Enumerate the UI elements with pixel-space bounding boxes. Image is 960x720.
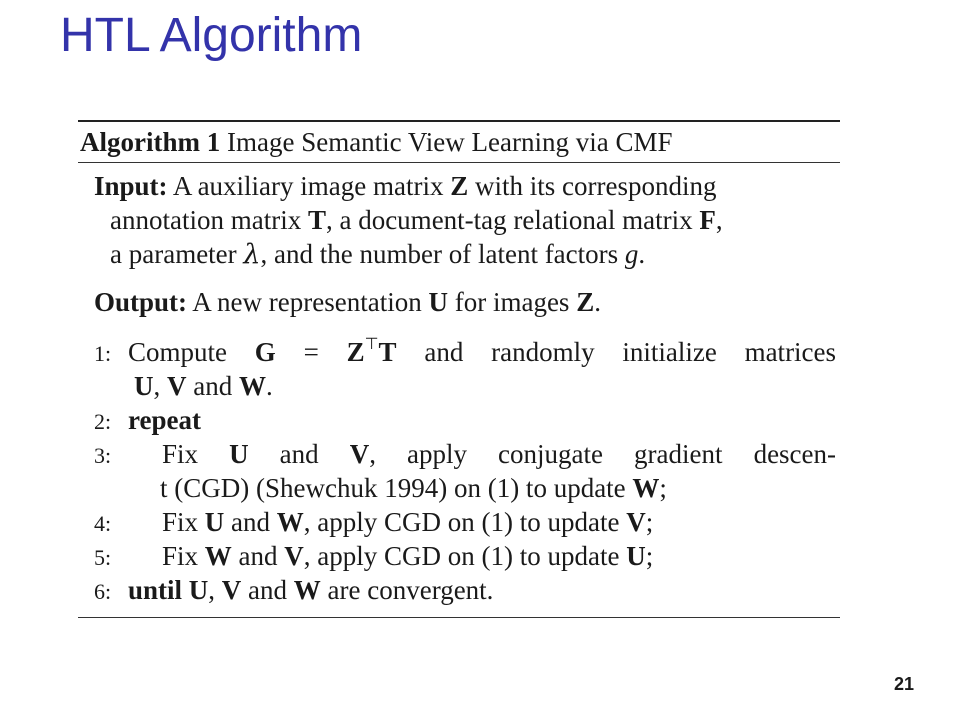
- output-line: [94, 285, 601, 319]
- input-text: , a document-tag relational matrix: [325, 205, 693, 235]
- step-3-continuation: [160, 471, 667, 505]
- math-symbol: U: [188, 575, 209, 605]
- math-symbol: V: [284, 541, 304, 571]
- math-symbol: U: [428, 287, 448, 317]
- algorithm-bottom-rule: [78, 617, 840, 618]
- step-text: and: [238, 541, 278, 571]
- step-number: 3:: [94, 443, 112, 468]
- math-symbol: G: [254, 337, 276, 367]
- page-number: 21: [893, 674, 914, 694]
- input-line-2: [110, 203, 723, 237]
- math-symbol: Z: [576, 287, 595, 317]
- step-number: 1:: [94, 341, 112, 366]
- math-symbol: V: [221, 575, 242, 605]
- output-text: .: [594, 287, 601, 317]
- math-symbol: T: [307, 205, 326, 235]
- step-6: [94, 573, 493, 607]
- math-symbol: U: [626, 541, 646, 571]
- math-symbol: W: [276, 507, 304, 537]
- math-superscript: ⊤: [364, 336, 379, 353]
- step-text: , apply CGD on (1) to update: [303, 507, 620, 537]
- input-line-1: [94, 169, 717, 203]
- input-label: Input:: [94, 171, 168, 201]
- step-text: ,: [153, 371, 161, 401]
- output-text: for images: [454, 287, 570, 317]
- step-text: ;: [659, 473, 667, 503]
- step-text: and randomly initialize matrices: [424, 337, 837, 367]
- step-text: and: [279, 439, 319, 469]
- step-text: ,: [208, 575, 216, 605]
- step-text: .: [265, 371, 273, 401]
- algorithm-caption-text: Image Semantic View Learning via CMF: [226, 127, 673, 157]
- math-symbol: T: [378, 337, 397, 367]
- input-line-3: [110, 237, 645, 271]
- algorithm-box: [78, 120, 840, 618]
- step-text: Fix: [162, 541, 199, 571]
- step-text: , apply conjugate gradient descen-: [369, 439, 837, 469]
- algorithm-body: [78, 163, 840, 617]
- math-symbol: W: [293, 575, 321, 605]
- input-text: with its corresponding: [475, 171, 717, 201]
- step-2: [94, 403, 201, 437]
- step-text: Fix: [162, 439, 199, 469]
- math-symbol: g: [624, 239, 639, 269]
- math-symbol: λ: [243, 239, 261, 270]
- step-text: , apply CGD on (1) to update: [303, 541, 620, 571]
- math-symbol: W: [204, 541, 232, 571]
- step-1: [94, 335, 836, 369]
- step-number: 5:: [94, 545, 112, 570]
- step-text: and: [193, 371, 233, 401]
- math-symbol: V: [626, 507, 646, 537]
- step-text: ;: [645, 541, 654, 571]
- step-text: t (CGD) (Shewchuk 1994) on (1) to update: [160, 473, 626, 503]
- math-symbol: =: [303, 337, 319, 367]
- input-text: .: [638, 239, 646, 269]
- algorithm-label: Algorithm 1: [80, 127, 221, 157]
- math-symbol: W: [238, 371, 266, 401]
- input-text: ,: [715, 205, 723, 235]
- step-number: 4:: [94, 511, 112, 536]
- input-text: , and the number of latent factors: [260, 239, 619, 269]
- math-symbol: F: [699, 205, 716, 235]
- input-text: a parameter: [110, 239, 237, 269]
- math-symbol: U: [229, 439, 249, 469]
- math-symbol: W: [632, 473, 660, 503]
- output-text: A new representation: [192, 287, 422, 317]
- step-text: ;: [645, 507, 654, 537]
- math-symbol: U: [134, 371, 154, 401]
- math-symbol: Z: [450, 171, 469, 201]
- step-1-continuation: [134, 369, 273, 403]
- step-number: 6:: [94, 579, 112, 604]
- step-3: [94, 437, 836, 471]
- output-label: Output:: [94, 287, 188, 317]
- input-text: annotation matrix: [110, 205, 302, 235]
- step-number: 2:: [94, 409, 112, 434]
- slide-title: HTL Algorithm: [60, 9, 363, 62]
- algorithm-caption: [78, 122, 840, 162]
- math-symbol: Z: [346, 337, 365, 367]
- input-text: A auxiliary image matrix: [172, 171, 444, 201]
- math-symbol: V: [349, 439, 370, 469]
- step-text: Compute: [128, 337, 227, 367]
- step-text: and: [248, 575, 288, 605]
- math-symbol: U: [204, 507, 225, 537]
- step-keyword: until: [128, 575, 183, 605]
- step-text: and: [231, 507, 271, 537]
- step-4: [94, 505, 653, 539]
- step-keyword: repeat: [128, 405, 201, 435]
- step-5: [94, 539, 653, 573]
- math-symbol: V: [167, 371, 187, 401]
- step-text: Fix: [162, 507, 199, 537]
- step-text: are convergent.: [327, 575, 494, 605]
